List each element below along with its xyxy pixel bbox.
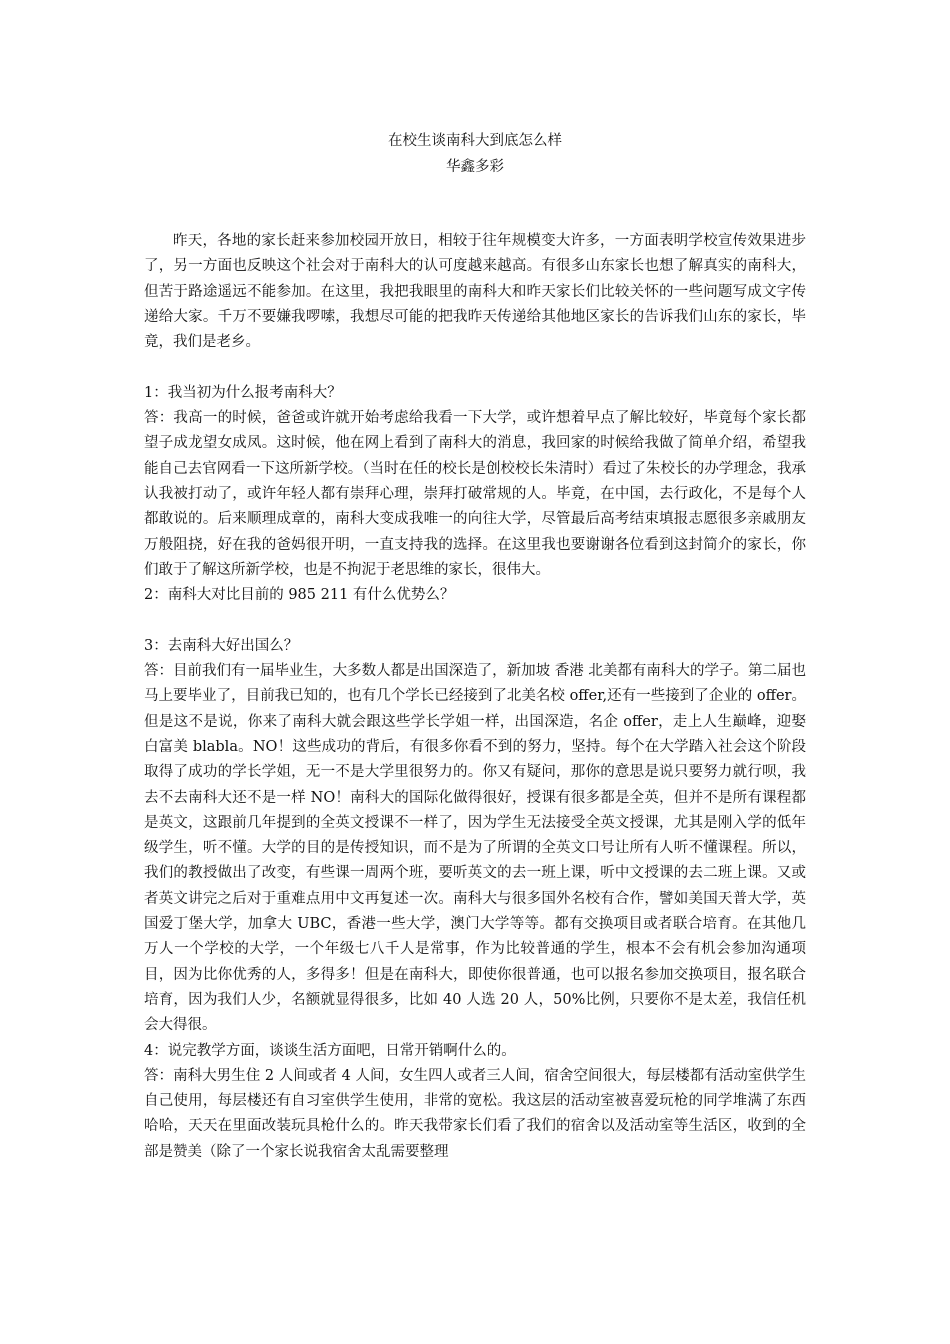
question-3: 3：去南科大好出国么？ [144, 637, 299, 654]
paragraph-spacer [144, 355, 806, 380]
document-title: 在校生谈南科大到底怎么样 [388, 133, 562, 149]
answer-3: 答：目前我们有一届毕业生，大多数人都是出国深造了，新加坡 香港 北美都有南科大的学子。第二届也马上要毕业了，目前我已知的，也有几个学长已经接到了北美名校 offer,还有一些接到了企业的 offer。但是这不是说，你来了南科大就会跟这些学长学姐一样，出国深造，名企 offer，走上人生巅峰，迎娶白富美 blabla。NO！这些成功的背后，有很多你看不到的努力，坚持。每个在大学踏入社会这个阶段取得了成功的学长学姐，无一不是大学里很努力的。你又有疑问，那你的意思是说只要努力就行呗，我去不去南科大还不是一样 NO！南科大的国际化做得很好，授课有很多都是全英，但并不是所有课程都是英文，这跟前几年提到的全英文授课不一样了，因为学生无法接受全英文授课，尤其是刚入学的低年级学生，听不懂。大学的目的是传授知识，而不是为了所谓的全英文口号让所有人听不懂课程。所以，我们的教授做出了改变，有些课一周两个班，要听英文的去一班上课，听中文授课的去二班上课。又或者英文讲完之后对于重难点用中文再复述一次。南科大与很多国外名校有合作，譬如美国天普大学，英国爱丁堡大学，加拿大 UBC，香港一些大学，澳门大学等等。都有交换项目或者联合培育。在其他几万人一个学校的大学，一个年级七八千人是常事，作为比较普通的学生，根本不会有机会参加沟通项目，因为比你优秀的人，多得多！但是在南科大，即使你很普通，也可以报名参加交换项目，报名联合培育，因为我们人少，名额就显得很多，比如 40 人选 20 人，50%比例，只要你不是太差，我信任机会大得很。 [144, 663, 806, 1034]
title-block [0, 128, 950, 180]
document-body [144, 229, 806, 1165]
answer-4: 答：南科大男生住 2 人间或者 4 人间，女生四人或者三人间，宿舍空间很大，每层楼都有活动室供学生自己使用，每层楼还有自习室供学生使用，非常的宽松。我这层的活动室被喜爱玩枪的同学堆满了东西哈哈，天天在里面改装玩具枪什么的。昨天我带家长们看了我们的宿舍以及活动室等生活区，收到的全部是赞美（除了一个家长说我宿舍太乱需要整理 [144, 1067, 806, 1160]
question-1: 1：我当初为什么报考南科大？ [144, 384, 342, 401]
question-4: 4：说完教学方面，谈谈生活方面吧，日常开销啊什么的。 [144, 1042, 516, 1059]
answer-1: 答：我高一的时候，爸爸或许就开始考虑给我看一下大学，或许想着早点了解比较好，毕竟每个家长都望子成龙望女成凤。这时候，他在网上看到了南科大的消息，我回家的时候给我做了简单介绍，希望我能自己去官网看一下这所新学校。（当时在任的校长是创校校长朱清时）看过了朱校长的办学理念，我承认我被打动了，或许年轻人都有崇拜心理，崇拜打破常规的人。毕竟，在中国，去行政化，不是每个人都敢说的。后来顺理成章的，南科大变成我唯一的向往大学，尽管最后高考结束填报志愿很多亲戚朋友万般阻挠，好在我的爸妈很开明，一直支持我的选择。在这里我也要谢谢各位看到这封简介的家长，你们敢于了解这所新学校，也是不拘泥于老思维的家长，很伟大。 [144, 410, 806, 578]
question-2: 2：南科大对比目前的 985 211 有什么优势么？ [144, 587, 455, 604]
intro-paragraph: 昨天，各地的家长赶来参加校园开放日，相较于往年规模变大许多，一方面表明学校宣传效果进步了，另一方面也反映这个社会对于南科大的认可度越来越高。有很多山东家长也想了解真实的南科大，但苦于路途遥远不能参加。在这里，我把我眼里的南科大和昨天家长们比较关怀的一些问题写成文字传递给大家。千万不要嫌我啰嗦，我想尽可能的把我昨天传递给其他地区家长的告诉我们山东的家长，毕竟，我们是老乡。 [144, 233, 806, 351]
document-author: 华鑫多彩 [446, 159, 504, 175]
paragraph-spacer [144, 608, 806, 633]
